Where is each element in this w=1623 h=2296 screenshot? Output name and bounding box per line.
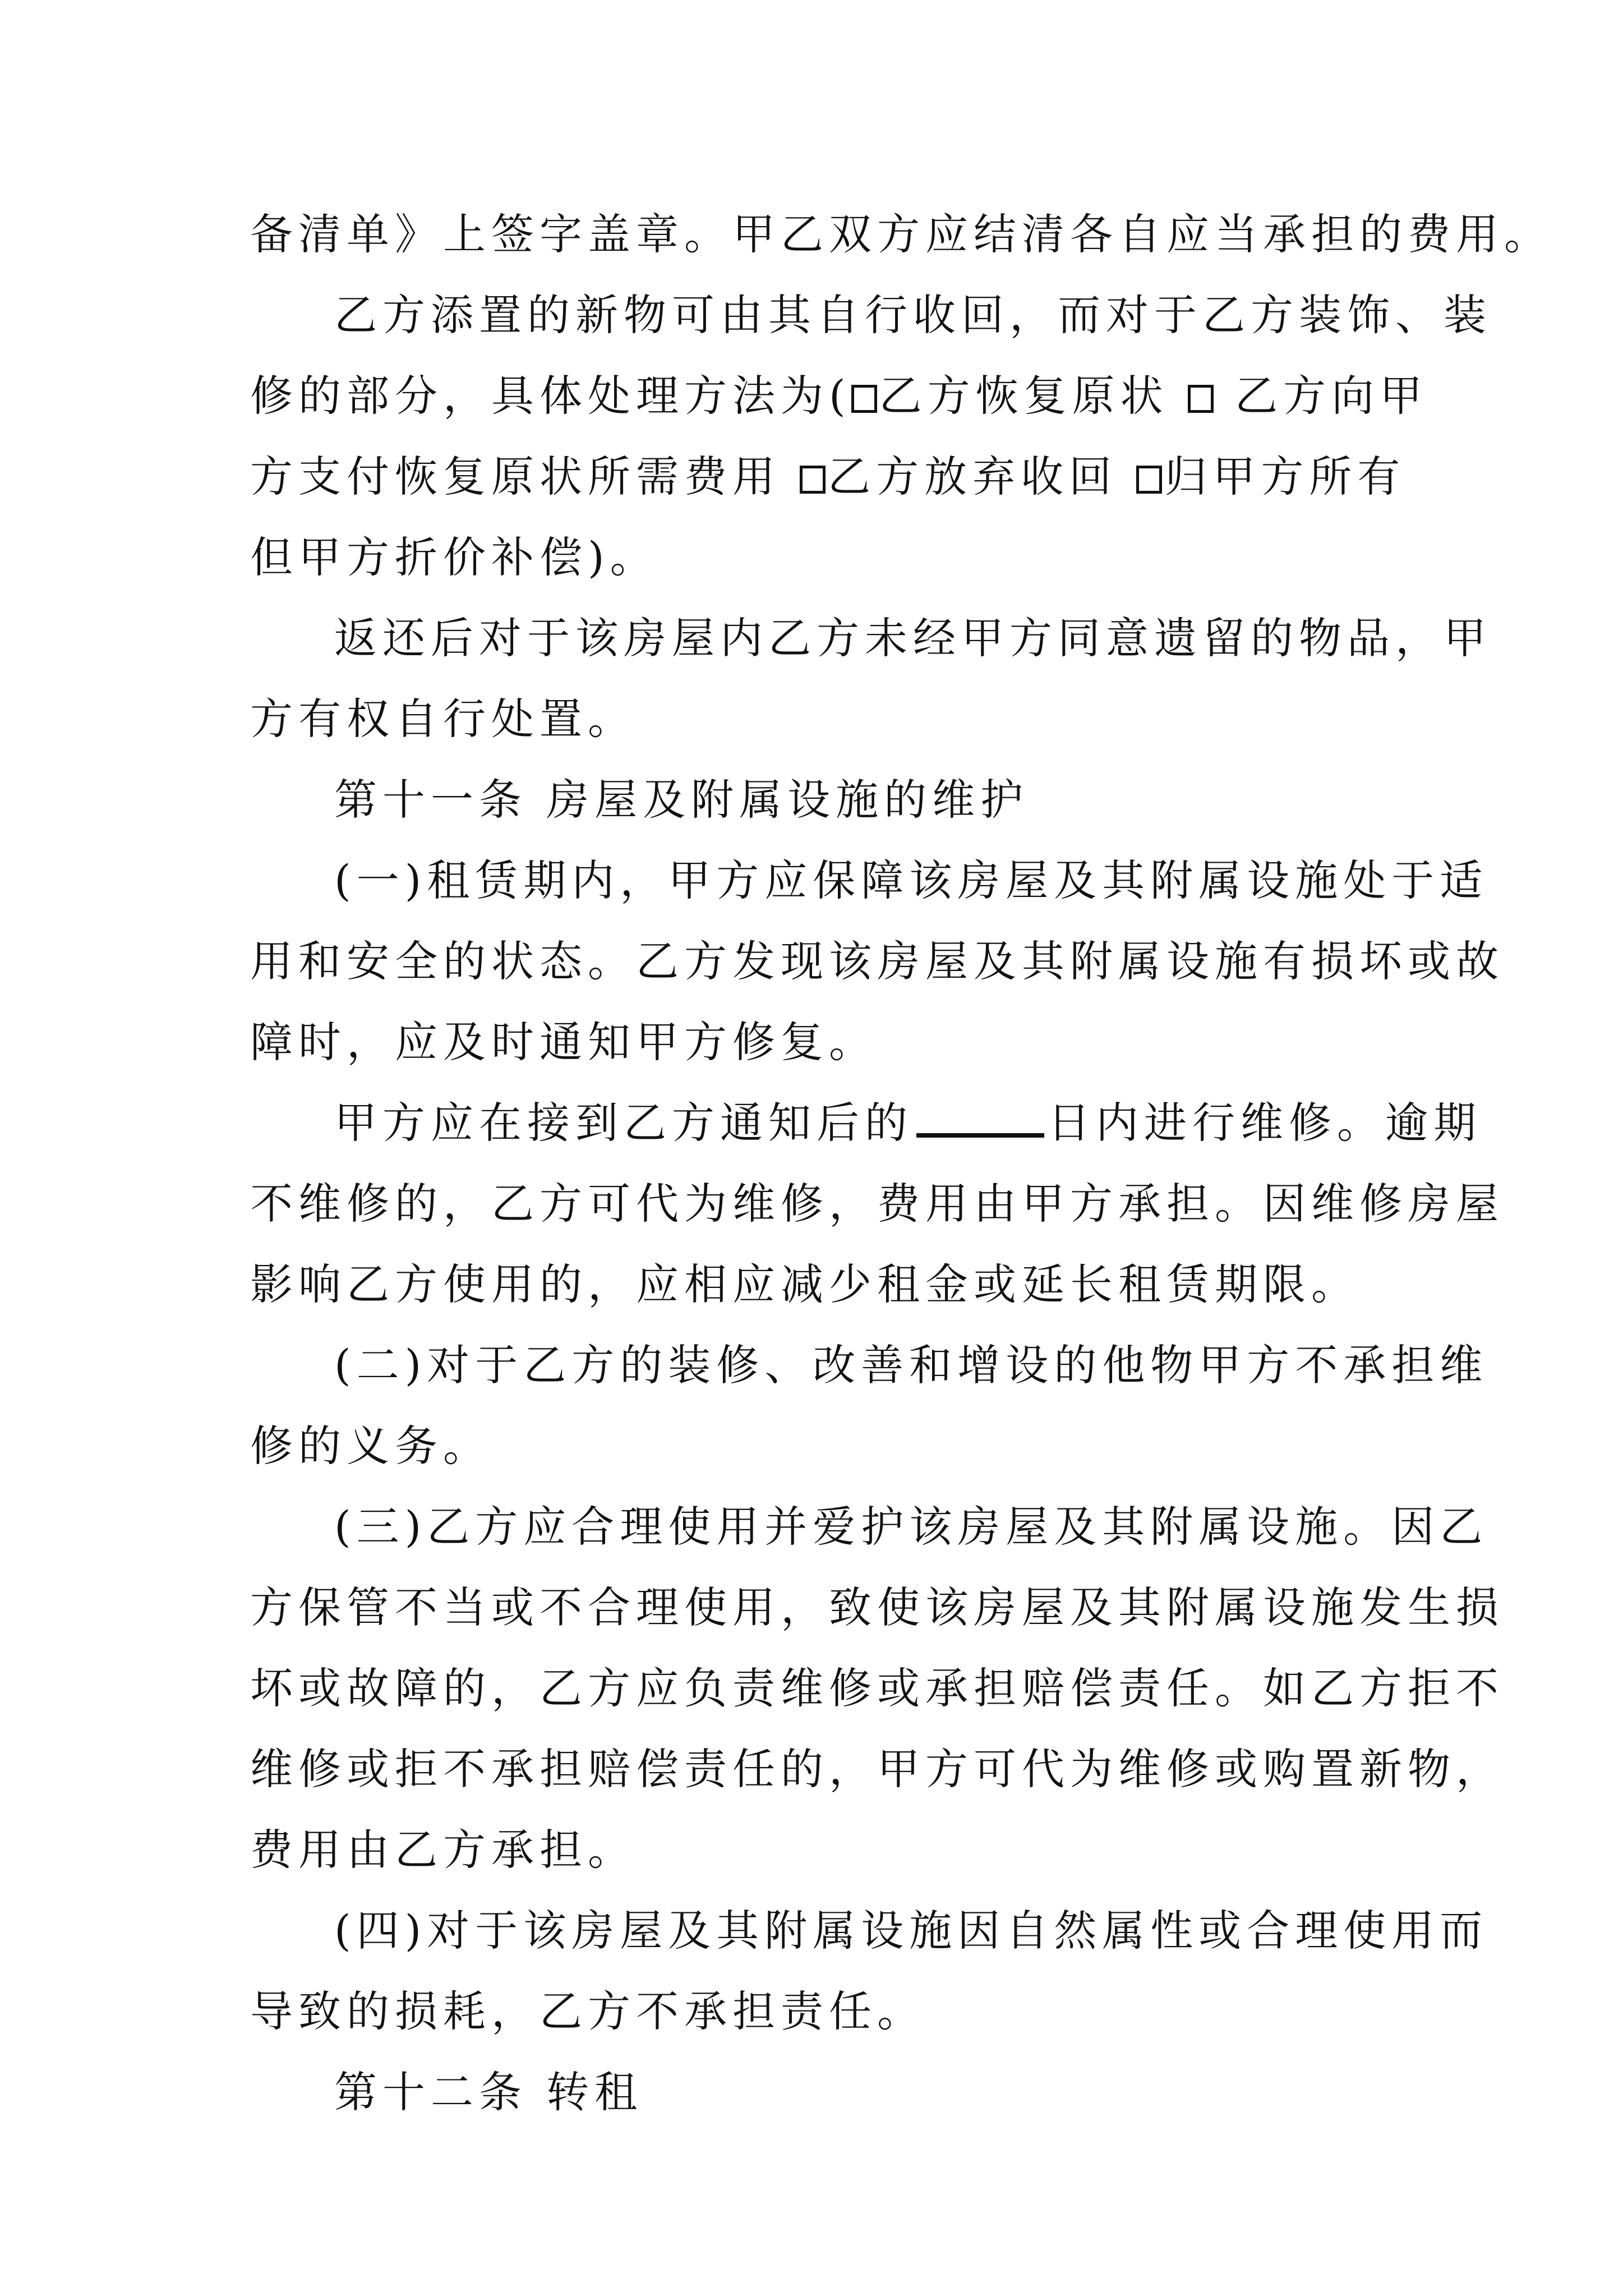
text-span: 乙方向甲 [1215,371,1428,421]
text-span: 日内进行维修。逾期 [1048,1098,1482,1148]
paragraph-line: 备清单》上签字盖章。甲乙双方应结清各自应当承担的费用。 [250,209,1552,259]
paragraph-line: 导致的损耗，乙方不承担责任。 [250,1986,925,2036]
paragraph-line [250,449,1405,505]
paragraph-line: 修的义务。 [250,1421,491,1471]
text-span: 修的部分，具体处理方法为( [250,371,851,421]
paragraph-line [334,1095,1482,1151]
paragraph-line: 方保管不当或不合理使用，致使该房屋及其附属设施发生损 [250,1582,1504,1632]
paragraph-line: 维修或拒不承担赔偿责任的，甲方可代为维修或购置新物， [250,1744,1504,1794]
paragraph-line: 返还后对于该房屋内乙方未经甲方同意遗留的物品，甲 [334,613,1492,663]
text-span: 方支付恢复原状所需费用 [250,452,800,501]
text-span: 乙方放弃收回 [828,452,1137,501]
checkbox-icon [1136,466,1162,494]
section-heading: 第十一条 房屋及附属设施的维护 [334,775,1029,825]
paragraph-line: (三)乙方应合理使用并爱护该房屋及其附属设施。因乙 [334,1502,1488,1552]
text-span: 甲方应在接到乙方通知后的 [334,1098,913,1148]
section-heading: 第十二条 转租 [334,2067,643,2117]
paragraph-line: 用和安全的状态。乙方发现该房屋及其附属设施有损坏或故 [250,936,1504,986]
paragraph-line: 但甲方折价补偿)。 [250,532,658,582]
paragraph-line [250,368,1428,424]
paragraph-line: 影响乙方使用的，应相应减少租金或延长租赁期限。 [250,1259,1359,1309]
paragraph-line: 费用由乙方承担。 [250,1825,636,1875]
blank-line [916,1129,1044,1138]
paragraph-line: 障时，应及时通知甲方修复。 [250,1017,877,1067]
text-span: 归甲方所有 [1164,452,1406,501]
checkbox-icon [1188,385,1214,413]
paragraph-line: 乙方添置的新物可由其自行收回，而对于乙方装饰、装 [334,290,1492,340]
paragraph-line: 方有权自行处置。 [250,694,636,744]
paragraph-line: 不维修的，乙方可代为维修，费用由甲方承担。因维修房屋 [250,1179,1504,1228]
paragraph-line: (四)对于该房屋及其附属设施因自然属性或合理使用而 [334,1906,1488,1955]
paragraph-line: 坏或故障的，乙方应负责维修或承担赔偿责任。如乙方拒不 [250,1663,1504,1713]
paragraph-line: (二)对于乙方的装修、改善和增设的他物甲方不承担维 [334,1340,1488,1390]
paragraph-line: (一)租赁期内，甲方应保障该房屋及其附属设施处于适 [334,855,1488,905]
text-span: 乙方恢复原状 [879,371,1188,421]
checkbox-icon [800,466,826,494]
checkbox-icon [851,385,877,413]
